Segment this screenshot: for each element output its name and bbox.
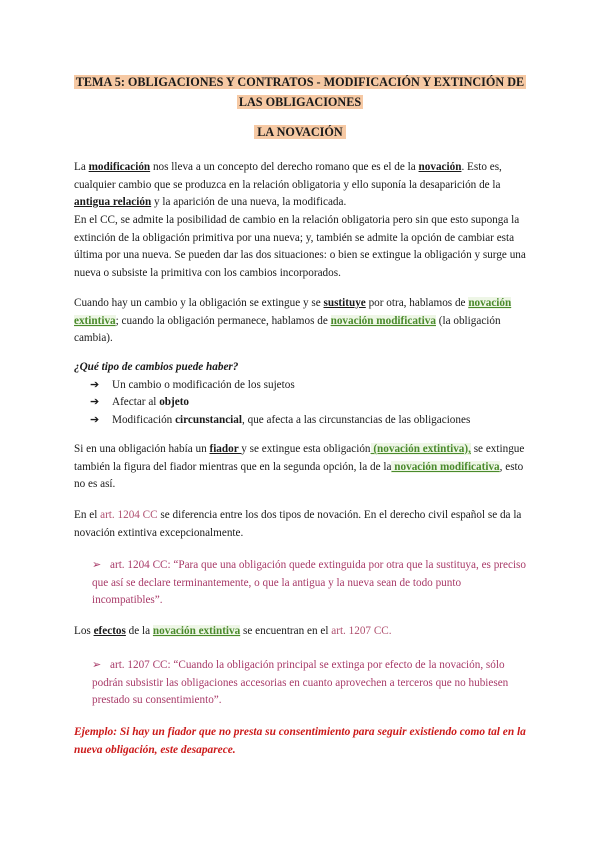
ref-art-1204: art. 1204 CC (100, 509, 158, 521)
example-paragraph: Ejemplo: Si hay un fiador que no presta su consentimiento para seguir existiendo como tal en la nueva obligación, este desaparece. (74, 726, 526, 756)
term-novacion-extintiva: novación extintiva (74, 297, 512, 327)
term-novacion-extintiva-paren: (novación extintiva), (370, 443, 471, 455)
term-novacion-extintiva-3: novación extintiva (152, 625, 241, 637)
paragraph-art-1204: En el art. 1204 CC se diferencia entre los dos tipos de novación. En el derecho civil español se da la novación extintiva excepcionalmente. (74, 509, 522, 539)
ref-art-1207: art. 1207 CC. (331, 625, 392, 637)
term-fiador: fiador (209, 443, 242, 455)
title-line-1: TEMA 5: OBLIGACIONES Y CONTRATOS - MODIFICACIÓN Y EXTINCIÓN DE (75, 75, 525, 89)
quote-art-1204: ➢ art. 1204 CC: “Para que una obligación quede extinguida por otra que la sustituya, es preciso que así se declare terminantemente, o que la antigua y la nueva sean de todo punto incompatibles”. (92, 559, 527, 607)
arrow-icon: ➔ (90, 396, 100, 409)
list-item: ➔ Afectar al objeto (90, 394, 470, 411)
arrow-icon: ➔ (90, 379, 100, 391)
paragraph-efectos: Los efectos de la novación extintiva se encuentran en el art. 1207 CC. (74, 625, 392, 637)
term-antigua-relacion: antigua relación (74, 196, 152, 209)
section-heading-text: LA NOVACIÓN (254, 125, 345, 139)
term-modificacion: modificación (88, 161, 151, 173)
paragraph-cc: En el CC, se admite la posibilidad de cambio en la relación obligatoria pero sin que esto suponga la extinción de la obligación primitiva por una nueva; y, también se admite la opción de cambiar esta última por una nueva. Se pueden dar las dos situaciones: o bien se extingue la obligación y surge una nueva o subsiste la primitiva con los cambios incorporados. (74, 214, 526, 279)
paragraph-tipos-novacion: Cuando hay un cambio y la obligación se extingue y se sustituye por otra, hablamos de novación extintiva; cuando la obligación permanece, hablamos de novación modificativa (la obligación cambia). (74, 297, 512, 345)
quote-marker-icon: ➢ (92, 659, 102, 671)
term-efectos: efectos (93, 625, 126, 637)
document-title (0, 72, 600, 112)
term-novacion-modificativa-2: novación modificativa (391, 460, 500, 473)
quote-marker-icon: ➢ (92, 559, 102, 571)
term-novacion: novación (418, 161, 462, 173)
list-item: ➔ Un cambio o modificación de los sujetos (90, 377, 470, 394)
section-heading (0, 125, 600, 140)
arrow-icon: ➔ (90, 413, 100, 426)
title-line-2: LAS OBLIGACIONES (238, 95, 362, 109)
term-novacion-modificativa: novación modificativa (330, 314, 436, 327)
paragraph-modificacion: La modificación nos lleva a un concepto del derecho romano que es el de la novación. Esto es, cualquier cambio que se produzca en la relación obligatoria y ello suponía la desaparición de la antigua relación y la aparición de una nueva, la modificada. (74, 161, 502, 209)
list-item: ➔ Modificación circunstancial, que afecta a las circunstancias de las obligaciones (90, 412, 470, 429)
changes-list (90, 377, 470, 429)
paragraph-fiador: Si en una obligación había un fiador y se extingue esta obligación (novación extintiva), se extingue también la figura del fiador mientras que en la segunda opción, la de la novación modificativa, esto no es así. (74, 443, 525, 491)
question-heading: ¿Qué tipo de cambios puede haber? (74, 361, 239, 373)
term-sustituye: sustituye (323, 297, 366, 309)
quote-art-1207: ➢ art. 1207 CC: “Cuando la obligación principal se extinga por efecto de la novación, sólo podrán subsistir las obligaciones accesorias en cuanto aprovechen a terceros que no hubiesen prestado su consentimiento”. (92, 659, 509, 707)
